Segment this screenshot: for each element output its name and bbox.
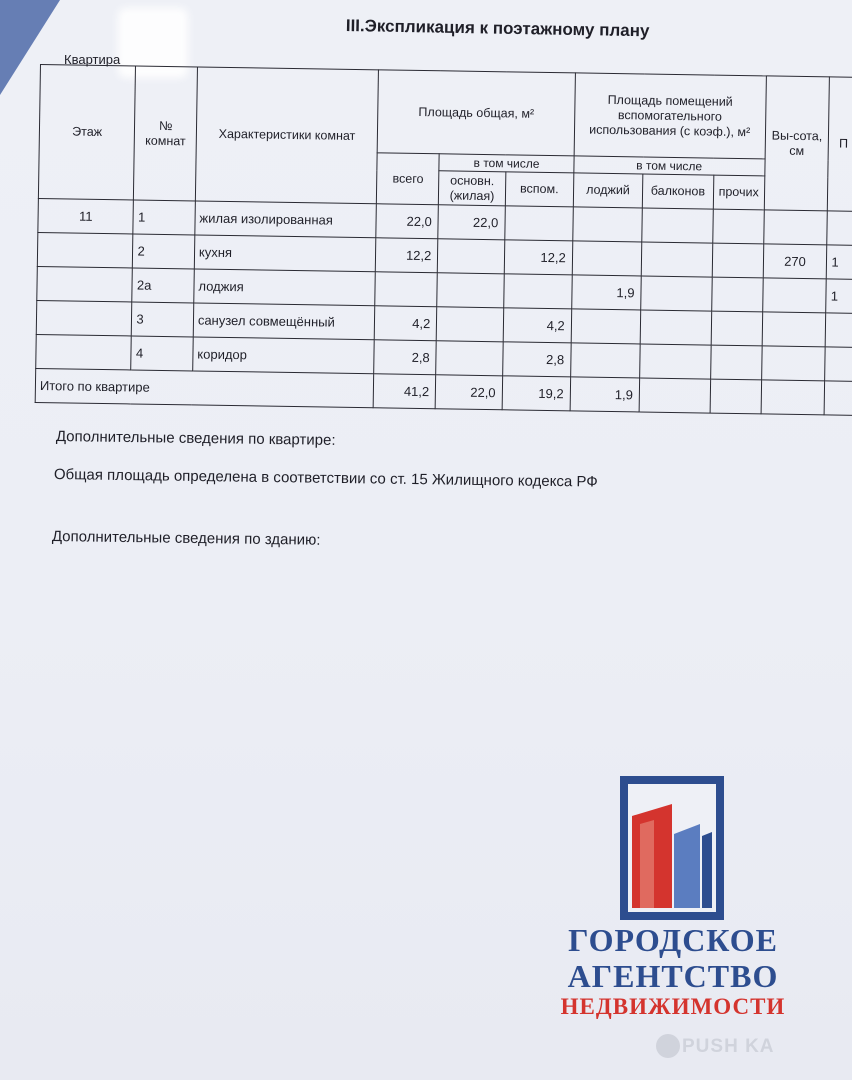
cell-other [712, 209, 763, 244]
header-floor: Этаж [38, 65, 136, 200]
cell-other [711, 277, 762, 312]
cell-main [436, 307, 503, 342]
cell-floor: 11 [38, 198, 134, 233]
totals-other [710, 379, 761, 414]
additional-apartment-heading: Дополнительные сведения по квартире: [55, 428, 336, 449]
watermark-icon [656, 1034, 680, 1058]
header-incl-aux: в том числе [574, 156, 765, 176]
area-basis-note: Общая площадь определена в соответствии со ст. 15 Жилищного кодекса РФ [53, 466, 598, 491]
cell-name: лоджия [194, 269, 376, 306]
cell-floor [36, 334, 132, 369]
cell-loggia [571, 309, 641, 344]
header-aux: вспом. [505, 172, 574, 207]
cell-loggia [572, 241, 642, 276]
totals-main: 22,0 [435, 375, 502, 410]
cell-loggia [573, 207, 643, 242]
cell-last [826, 313, 852, 347]
cell-loggia [570, 343, 640, 378]
cell-balcony [640, 310, 711, 345]
header-incl: в том числе [439, 154, 574, 173]
cell-name: кухня [194, 235, 376, 272]
cell-room: 2а [132, 268, 194, 303]
apartment-label: Квартира [64, 52, 121, 67]
cell-height: 270 [763, 244, 827, 279]
buildings-logo-icon [620, 776, 724, 920]
header-other: прочих [713, 175, 764, 210]
totals-last [825, 381, 852, 415]
header-room-char: Характеристики комнат [195, 67, 378, 204]
logo-text-line1: ГОРОДСКОЕ [568, 922, 778, 958]
agency-logo [548, 772, 798, 1032]
cell-floor [36, 300, 132, 335]
cell-last [825, 347, 852, 381]
logo-text-line2: АГЕНТСТВО [567, 958, 779, 994]
cell-loggia: 1,9 [572, 275, 642, 310]
totals-balcony [639, 378, 710, 413]
header-total: всего [377, 153, 440, 205]
header-last: П [828, 77, 852, 211]
cell-height [762, 312, 826, 347]
cell-floor [37, 266, 133, 301]
totals-label: Итого по квартире [35, 368, 374, 407]
cell-aux [505, 206, 574, 241]
watermark-text: PUSH KA [682, 1036, 775, 1057]
explication-table-wrapper [35, 64, 852, 416]
explication-table [35, 64, 852, 416]
cell-height [762, 278, 826, 313]
cell-balcony [641, 276, 712, 311]
cell-main: 22,0 [438, 205, 505, 240]
header-balcony: балконов [642, 174, 713, 209]
cell-last: 1 [826, 279, 852, 313]
document-title: III.Экспликация к поэтажному плану [345, 16, 650, 41]
cell-last [827, 211, 852, 245]
cell-total: 22,0 [376, 204, 439, 239]
cell-room: 4 [131, 336, 193, 371]
cell-height [763, 210, 827, 245]
cell-last: 1 [827, 245, 852, 279]
cell-main [438, 239, 505, 274]
cell-name: санузел совмещённый [193, 303, 375, 340]
header-loggia: лоджий [573, 173, 643, 208]
header-main: основн. (жилая) [439, 171, 506, 206]
cell-aux: 12,2 [504, 240, 573, 275]
totals-aux: 19,2 [502, 376, 571, 411]
cell-height [761, 346, 825, 381]
cell-total: 4,2 [375, 306, 438, 341]
cell-main [436, 341, 503, 376]
cell-main [437, 273, 504, 308]
cell-floor [37, 232, 133, 267]
cell-total [375, 272, 438, 307]
cell-room: 1 [133, 200, 195, 235]
cell-aux: 4,2 [503, 308, 572, 343]
totals-total: 41,2 [373, 374, 436, 409]
logo-text-line3: НЕДВИЖИМОСТИ [560, 994, 786, 1019]
cell-balcony [642, 208, 713, 243]
totals-loggia: 1,9 [570, 377, 640, 412]
cell-room: 3 [132, 302, 194, 337]
cell-room: 2 [133, 234, 195, 269]
cell-balcony [640, 344, 711, 379]
header-height: Вы-сота, см [764, 76, 830, 211]
header-room-no: № комнат [134, 66, 198, 201]
cell-aux: 2,8 [502, 342, 571, 377]
additional-building-heading: Дополнительные сведения по зданию: [51, 528, 321, 549]
cell-name: жилая изолированная [195, 201, 377, 238]
cell-other [710, 345, 761, 380]
cell-balcony [641, 242, 712, 277]
cell-total: 2,8 [374, 340, 437, 375]
cell-total: 12,2 [376, 238, 439, 273]
cell-name: коридор [193, 337, 375, 374]
cell-other [711, 311, 762, 346]
cell-other [712, 243, 763, 278]
header-area-aux: Площадь помещений вспомогательного использования (с коэф.), м² [574, 73, 766, 159]
cell-aux [503, 274, 572, 309]
totals-height [761, 380, 825, 415]
header-area-total: Площадь общая, м² [377, 70, 575, 156]
